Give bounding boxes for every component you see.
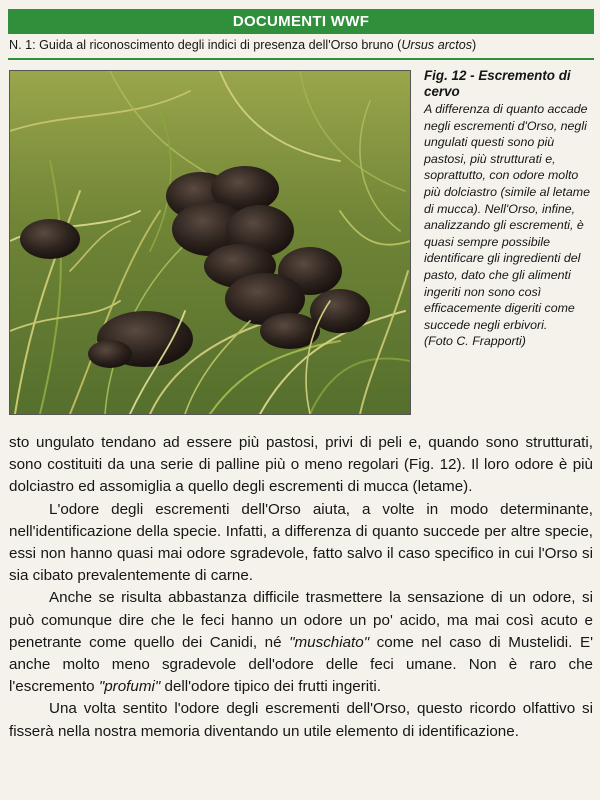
figure-title: Fig. 12 - Escremento di cervo — [424, 68, 571, 99]
banner-title: DOCUMENTI WWF — [232, 13, 370, 30]
series-banner — [8, 9, 594, 34]
paragraph-4: Una volta sentito l'odore degli escrementi dell'Orso, questo ricordo olfattivo si fisserà nella nostra memoria diventando un utile elemento di identificazione. — [9, 700, 593, 740]
emphasis-muschiato: "muschiato" — [289, 633, 370, 651]
paragraph-3 — [9, 587, 593, 698]
figure-caption — [424, 68, 596, 350]
paragraph-3-part-a: Anche se risulta abbastanza difficile trasmettere la sensazione di un odore, si può comunque dire che le feci hanno un odore un po' acido, ma mai così acuto e penetrante come quello dei Canidi, né — [9, 589, 593, 651]
paragraph-3-part-c: dell'odore tipico dei frutti ingeriti. — [160, 678, 381, 696]
paragraph-2: L'odore degli escrementi dell'Orso aiuta, a volte in modo determinante, nell'identificazione della specie. Infatti, a differenza di quanto succede per altre specie, essi non hanno quasi mai odore sgradevole, fatto salvo il caso specifico in cui l'Orso si sia cibato prevalentemente di carne. — [9, 500, 593, 585]
series-prefix: N. 1: Guida al riconoscimento degli indici di presenza dell'Orso bruno ( — [9, 38, 402, 52]
paragraph-1: sto ungulato tendano ad essere più pastosi, privi di peli e, quando sono strutturati, sono costituiti da una serie di palline più o meno regolari (Fig. 12). Il loro odore è più dolciastro ed assomiglia a quello degli escrementi di mucca (letame). — [9, 434, 593, 496]
series-subtitle — [9, 38, 593, 52]
emphasis-profumi: "profumi" — [98, 678, 161, 696]
series-suffix: ) — [472, 38, 477, 52]
photo-credit: (Foto C. Frapporti) — [424, 334, 526, 349]
header-rule — [8, 58, 594, 60]
series-latin-name: Ursus arctos — [401, 38, 472, 52]
paragraph-3-part-b: come nel caso di Mustelidi. E' anche molto meno sgradevole dell'odore delle feci umane. Non è raro che l'escremento — [9, 633, 593, 696]
deer-droppings-photo — [10, 71, 410, 414]
article-body — [9, 432, 593, 743]
figure-photo — [9, 70, 411, 415]
figure-caption-text: A differenza di quanto accade negli escrementi d'Orso, negli ungulati questi sono più pastosi, più strutturati e, soprattutto, con odore molto più dolciastro (simile al letame di mucca). Nell'Orso, infine, analizzando gli escrementi, è quasi sempre possibile identificare gli ingredienti del pasto, dato che gli alimenti ingeriti non sono così efficacemente digeriti come succede negli erbivori. — [424, 102, 590, 332]
